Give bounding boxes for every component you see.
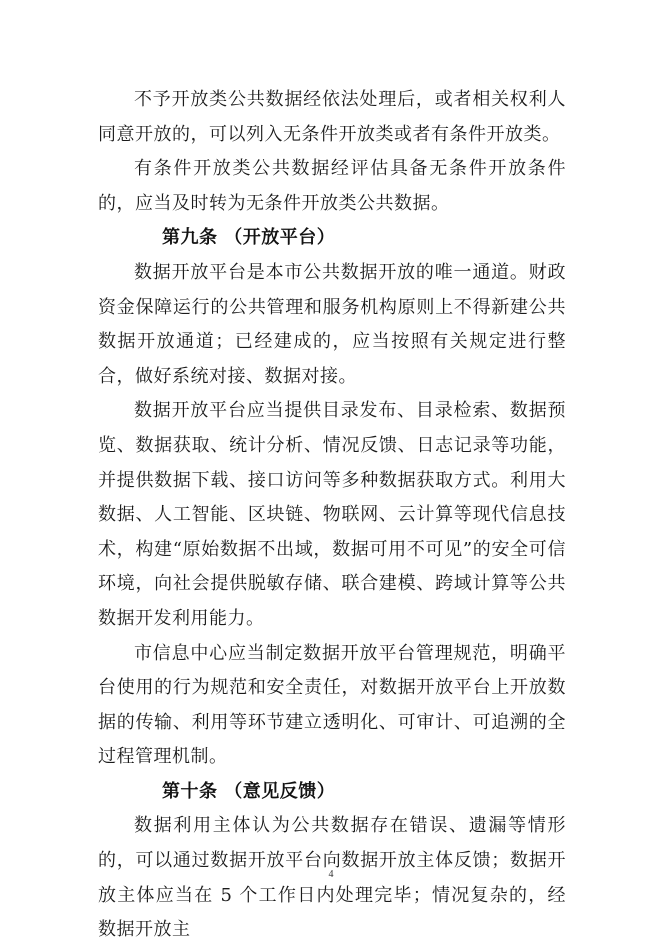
paragraph-platform-management-rules: 市信息中心应当制定数据开放平台管理规范，明确平台使用的行为规范和安全责任，对数据开放平台上开放数据的传输、利用等环节建立透明化、可审计、可追溯的全过程管理机制。 [98, 642, 566, 768]
paragraph-platform-sole-channel: 数据开放平台是本市公共数据开放的唯一通道。财政资金保障运行的公共管理和服务机构原则上不得新建公共数据开放通道；已经建成的，应当按照有关规定进行整合，做好系统对接、数据对接。 [98, 261, 566, 387]
paragraph-feedback: 数据利用主体认为公共数据存在错误、遗漏等情形的，可以通过数据开放平台向数据开放主体反馈；数据开放主体应当在 5 个工作日内处理完毕；情况复杂的，经数据开放主 [98, 815, 566, 941]
page-number: 4 [328, 869, 334, 880]
article-9-heading: 第九条 （开放平台） [162, 227, 336, 249]
paragraph-platform-functions: 数据开放平台应当提供目录发布、目录检索、数据预览、数据获取、统计分析、情况反馈、日志记录等功能，并提供数据下载、接口访问等多种数据获取方式。利用大数据、人工智能、区块链、物联网、云计算等现代信息技术，构建“原始数据不出域，数据可用不可见”的安全可信环境，向社会提供脱敏存储、联合建模、跨域计算等公共数据开发利用能力。 [98, 400, 566, 629]
document-body [98, 83, 566, 948]
paragraph-reopen-closed-data: 不予开放类公共数据经依法处理后，或者相关权利人同意开放的，可以列入无条件开放类或者有条件开放类。 [98, 89, 566, 145]
article-10-heading: 第十条 （意见反馈） [162, 780, 336, 802]
paragraph-conditional-to-unconditional: 有条件开放类公共数据经评估具备无条件开放条件的，应当及时转为无条件开放类公共数据。 [98, 158, 566, 214]
